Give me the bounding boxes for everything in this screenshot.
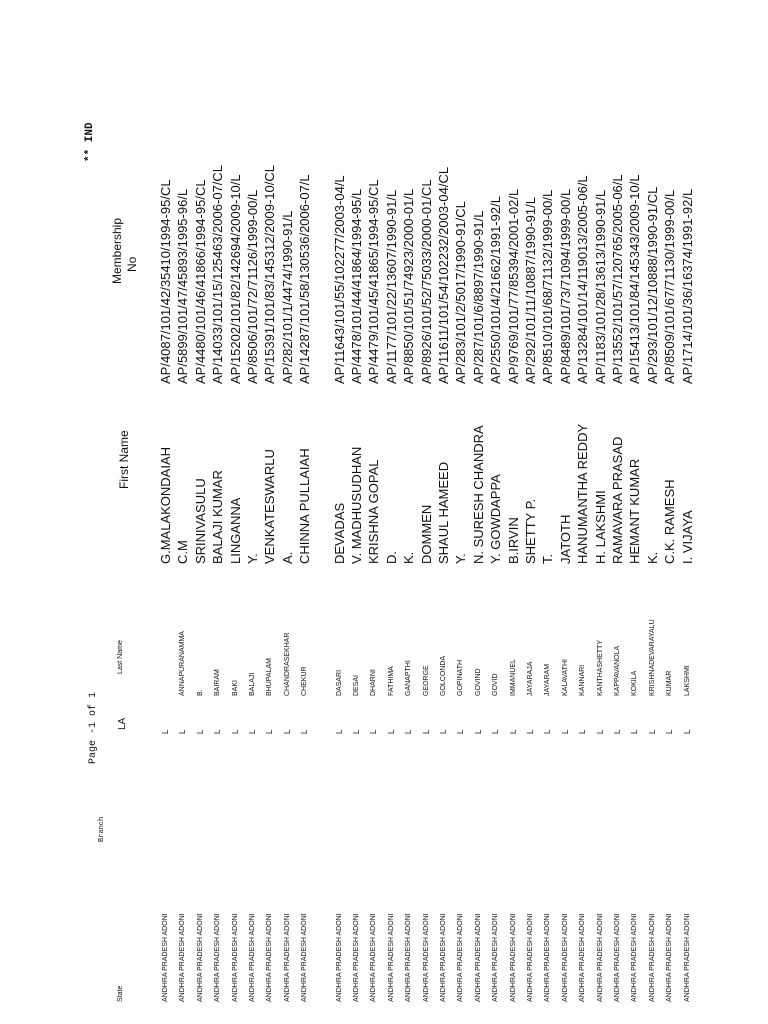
first-name-cell: D.: [383, 551, 399, 564]
last-name-cell: KANNARI: [579, 664, 587, 696]
table-row: [157, 0, 174, 1024]
last-name-cell: GANAPTHI: [405, 660, 413, 696]
membership-header: Membership: [110, 217, 124, 284]
table-row: [609, 0, 626, 1024]
la-cell: L: [595, 729, 605, 734]
la-cell: L: [386, 729, 396, 734]
membership-no-cell: AP/1714/101/36/16374/1991-92/L: [679, 188, 695, 384]
last-name-cell: GOVIND: [474, 668, 482, 696]
membership-no-cell: AP/13284/101/14/119013/2005-06/L: [575, 175, 591, 384]
membership-no-cell: AP/8850/101/51/74923/2000-01/L: [401, 188, 417, 384]
branch-header: Branch: [98, 816, 106, 842]
la-cell: L: [369, 729, 379, 734]
table-row: [644, 0, 661, 1024]
state-cell: ANDHRA PRADESH ADONI: [353, 913, 360, 1002]
last-name-cell: B.: [196, 689, 204, 696]
first-name-cell: HANUMANTHA REDDY: [575, 423, 591, 564]
table-row: [331, 0, 348, 1024]
first-name-cell: VENKATESWARLU: [262, 449, 278, 564]
membership-no-cell: AP/9769/101/77/85394/2001-02/L: [505, 188, 521, 384]
state-cell: ANDHRA PRADESH ADONI: [387, 913, 395, 1002]
membership-no-cell: AP/13552/101/57/120765/2005-06/L: [610, 174, 625, 384]
last-name-cell: JAYARAJA: [527, 661, 534, 696]
la-cell: L: [439, 729, 448, 734]
table-row: [279, 0, 296, 1024]
state-cell: ANDHRA PRADESH ADONI: [648, 913, 656, 1002]
last-name-cell: GEORGE: [422, 665, 430, 696]
state-cell: ANDHRA PRADESH ADONI: [457, 913, 465, 1002]
last-name-cell: KANTHASHETTY: [596, 639, 604, 696]
la-cell: L: [404, 729, 414, 734]
table-row: [418, 0, 435, 1024]
membership-no-cell: AP/8489/101/73/71094/1999-00/L: [557, 188, 573, 384]
table-row: [365, 0, 382, 1024]
table-row: [505, 0, 522, 1024]
first-name-cell: BALAJI KUMAR: [210, 470, 226, 564]
last-name-cell: GOLCONDA: [440, 655, 447, 696]
table-row: [383, 0, 400, 1024]
first-name-cell: DOMMEN: [418, 504, 434, 564]
state-cell: ANDHRA PRADESH ADONI: [405, 913, 413, 1002]
table-row: [296, 0, 313, 1024]
membership-no-cell: AP/4478/101/44/41864/1994-95/L: [349, 188, 364, 384]
state-cell: ANDHRA PRADESH ADONI: [561, 913, 569, 1002]
first-name-cell: JATOTH: [557, 514, 573, 564]
la-cell: L: [526, 729, 535, 734]
table-row: [470, 0, 487, 1024]
first-name-cell: SHETTY P.: [523, 498, 538, 564]
la-cell: L: [647, 729, 657, 734]
la-cell: L: [334, 729, 344, 734]
last-name-cell: ANNAPURANAMMA: [179, 631, 187, 696]
first-name-cell: RAMAVARA PRASAD: [610, 436, 625, 564]
membership-no-header: No: [125, 256, 139, 272]
table-row: [539, 0, 556, 1024]
first-name-cell: LINGANNA: [227, 497, 243, 564]
state-cell: ANDHRA PRADESH ADONI: [579, 913, 587, 1002]
la-cell: L: [161, 729, 170, 734]
state-cell: ANDHRA PRADESH ADONI: [231, 913, 239, 1002]
table-row: [174, 0, 191, 1024]
la-cell: L: [248, 729, 257, 734]
last-name-cell: DASARI: [335, 669, 343, 696]
state-cell: ANDHRA PRADESH ADONI: [214, 913, 222, 1002]
la-cell: L: [665, 729, 675, 734]
state-cell: ANDHRA PRADESH ADONI: [335, 913, 343, 1002]
last-name-cell: DESAI: [353, 674, 360, 696]
first-name-cell: DEVADAS: [331, 502, 347, 564]
membership-no-cell: AP/8509/101/67/71130/1999-00/L: [662, 189, 678, 384]
first-name-cell: B.IRVIN: [505, 517, 521, 564]
la-cell: L: [265, 729, 275, 734]
table-row: [661, 0, 678, 1024]
la-cell: L: [421, 729, 431, 734]
la-cell: L: [630, 729, 640, 734]
first-name-cell: HEMANT KUMAR: [627, 458, 643, 564]
la-cell: L: [230, 729, 240, 734]
membership-no-cell: AP/283/101/2/5017/1990-91/CL: [453, 201, 469, 384]
first-name-cell: T.: [540, 553, 556, 564]
first-name-cell: Y. GOWDAPPA: [488, 474, 504, 564]
last-name-cell: JAYARAM: [544, 663, 552, 696]
last-name-cell: BAIRAM: [214, 669, 222, 696]
membership-no-cell: AP/4480/101/46/41866/1994-95/CL: [192, 179, 208, 384]
state-cell: ANDHRA PRADESH ADONI: [370, 913, 378, 1002]
la-cell: L: [682, 729, 692, 734]
last-name-cell: IMMANUEL: [509, 659, 517, 696]
state-cell: ANDHRA PRADESH ADONI: [474, 913, 482, 1002]
table-row: [574, 0, 591, 1024]
last-name-cell: KRISHNADEVARAYALU: [648, 619, 656, 696]
la-cell: L: [613, 729, 622, 734]
la-cell: L: [491, 729, 501, 734]
state-cell: ANDHRA PRADESH ADONI: [162, 913, 169, 1002]
state-cell: ANDHRA PRADESH ADONI: [509, 913, 517, 1002]
first-name-cell: A.: [279, 551, 295, 564]
membership-no-cell: AP/5899/101/47/45893/1995-96/L: [175, 188, 191, 384]
la-cell: L: [300, 729, 310, 734]
first-name-cell: SHAUL HAMEED: [436, 461, 451, 564]
table-row: [227, 0, 244, 1024]
la-cell: L: [508, 729, 518, 734]
last-name-cell: KOKILA: [631, 670, 639, 696]
last-name-cell: CHANDRASEKHAR: [283, 632, 291, 696]
state-cell: ANDHRA PRADESH ADONI: [666, 913, 674, 1002]
last-name-cell: LAKSHMI: [683, 665, 691, 696]
table-row: [522, 0, 539, 1024]
first-name-cell: C.M: [175, 540, 191, 564]
la-header: LA: [117, 717, 128, 730]
membership-no-cell: AP/11643/101/55/102277/2003-04/L: [331, 175, 347, 384]
last-name-cell: KUMAR: [666, 670, 674, 696]
membership-no-cell: AP/15413/101/84/145343/2009-10/L: [627, 174, 643, 384]
state-cell: ANDHRA PRADESH ADONI: [422, 913, 430, 1002]
last-name-cell: CHEKUR: [301, 666, 309, 696]
table-row: [557, 0, 574, 1024]
state-cell: ANDHRA PRADESH ADONI: [266, 913, 274, 1002]
la-cell: L: [178, 729, 188, 734]
last-name-cell: BHUPALAM: [266, 658, 274, 696]
state-header: State: [117, 985, 124, 1002]
table-row: [435, 0, 452, 1024]
state-cell: ANDHRA PRADESH ADONI: [179, 913, 187, 1002]
la-cell: L: [213, 729, 223, 734]
membership-no-cell: AP/2550/101/4/21662/1991-92/L: [488, 196, 504, 384]
page-label: Page -1 of 1: [88, 691, 99, 764]
state-cell: ANDHRA PRADESH ADONI: [492, 913, 500, 1002]
table-row: [244, 0, 261, 1024]
membership-no-cell: AP/15391/101/83/145312/2009-10/CL: [262, 164, 278, 384]
la-cell: L: [195, 729, 205, 734]
last-name-header: Last Name: [117, 640, 124, 674]
first-name-cell: I. VIJAYA: [679, 510, 695, 564]
table-row: [452, 0, 469, 1024]
first-name-cell: N. SURESH CHANDRA: [470, 425, 486, 564]
first-name-cell: CHINNA PULLAIAH: [297, 448, 313, 564]
first-name-header: First Name: [117, 430, 131, 489]
la-cell: L: [282, 729, 292, 734]
la-cell: L: [560, 729, 570, 734]
table-row: [261, 0, 278, 1024]
table-row: [626, 0, 643, 1024]
state-cell: ANDHRA PRADESH ADONI: [614, 913, 621, 1002]
last-name-cell: BAKI: [231, 680, 239, 696]
state-cell: ANDHRA PRADESH ADONI: [596, 913, 604, 1002]
table-row: [592, 0, 609, 1024]
state-cell: ANDHRA PRADESH ADONI: [301, 913, 309, 1002]
membership-no-cell: AP/15202/101/82/142694/2009-10/L: [227, 174, 243, 384]
last-name-cell: DHARNI: [370, 669, 378, 696]
state-cell: ANDHRA PRADESH ADONI: [631, 913, 639, 1002]
report-indicator: ** IND: [84, 122, 96, 162]
first-name-cell: G.MALAKONDAIAH: [158, 446, 173, 564]
la-cell: L: [473, 729, 483, 734]
la-cell: L: [543, 729, 553, 734]
state-cell: ANDHRA PRADESH ADONI: [527, 913, 534, 1002]
membership-no-cell: AP/292/101/11/10887/1990-91/L: [523, 197, 538, 384]
la-cell: L: [456, 729, 466, 734]
table-row: [348, 0, 365, 1024]
membership-no-cell: AP/4087/101/42/35410/1994-95/CL: [158, 179, 173, 384]
first-name-cell: SRINIVASULU: [192, 478, 208, 564]
table-row: [679, 0, 696, 1024]
membership-no-cell: AP/11611/101/54/102232/2003-04/CL: [436, 166, 451, 384]
membership-no-cell: AP/14033/101/15/125463/2006-07/CL: [210, 164, 226, 384]
membership-no-cell: AP/287/101/6/8897/1990-91/L: [470, 210, 486, 384]
last-name-cell: GOVID: [492, 673, 500, 696]
table-row: [400, 0, 417, 1024]
membership-no-cell: AP/1177/101/22/13607/1990-91/L: [383, 189, 399, 384]
membership-no-cell: AP/282/101/1/4474/1990-91/L: [279, 210, 295, 384]
state-cell: ANDHRA PRADESH ADONI: [196, 913, 204, 1002]
first-name-cell: H. LAKSHMI: [592, 490, 608, 564]
membership-no-cell: AP/14287/101/58/130536/2006-07/L: [297, 174, 313, 384]
membership-no-cell: AP/1183/101/28/13613/1990-91/L: [592, 189, 608, 384]
last-name-cell: GOPINATH: [457, 659, 465, 696]
last-name-cell: KAPPAVANOLA: [614, 645, 621, 696]
state-cell: ANDHRA PRADESH ADONI: [683, 913, 691, 1002]
table-row: [487, 0, 504, 1024]
membership-no-cell: AP/4479/101/45/41865/1994-95/CL: [366, 179, 382, 384]
first-name-cell: KRISHNA GOPAL: [366, 459, 382, 564]
table-row: [192, 0, 209, 1024]
state-cell: ANDHRA PRADESH ADONI: [249, 913, 256, 1002]
state-cell: ANDHRA PRADESH ADONI: [283, 913, 291, 1002]
first-name-cell: V. MADHUSUDHAN: [349, 446, 364, 564]
last-name-cell: FATHIMA: [387, 666, 395, 696]
first-name-cell: Y.: [453, 553, 469, 564]
first-name-cell: K.: [401, 551, 417, 564]
first-name-cell: C.K. RAMESH: [662, 479, 678, 564]
last-name-cell: BALAJI: [249, 672, 256, 696]
state-cell: ANDHRA PRADESH ADONI: [544, 913, 552, 1002]
first-name-cell: Y.: [245, 553, 260, 564]
membership-no-cell: AP/293/101/12/10888/1990-91/CL: [644, 186, 660, 384]
table-row: [209, 0, 226, 1024]
la-cell: L: [352, 729, 361, 734]
membership-no-cell: AP/8510/101/68/71132/1999-00/L: [540, 189, 556, 384]
first-name-cell: K.: [644, 551, 660, 564]
last-name-cell: KALAVATHI: [561, 659, 569, 696]
state-cell: ANDHRA PRADESH ADONI: [440, 913, 447, 1002]
la-cell: L: [578, 729, 588, 734]
membership-no-cell: AP/8506/101/72/71126/1999-00/L: [245, 189, 260, 384]
membership-no-cell: AP/8926/101/52/75033/2000-01/CL: [418, 179, 434, 384]
